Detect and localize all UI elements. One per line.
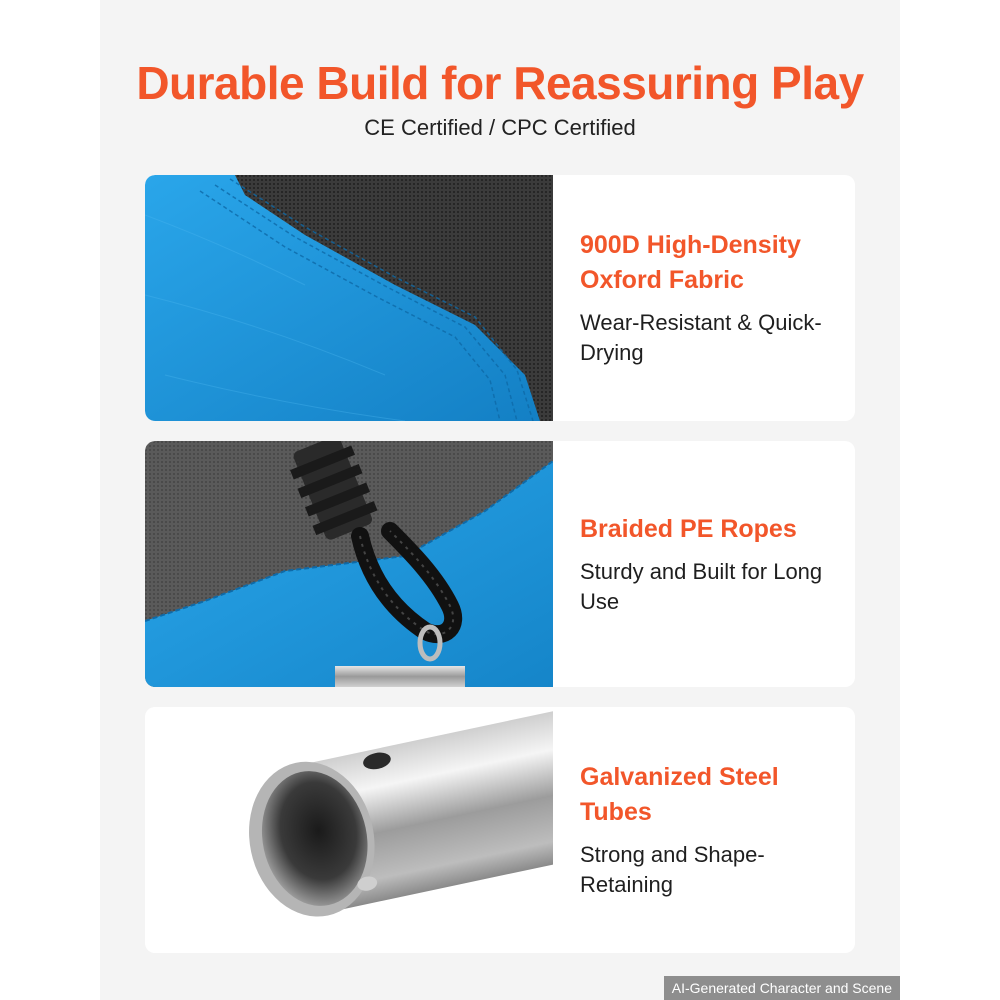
tube-image [145,707,553,953]
feature-description: Strong and Shape-Retaining [580,842,765,897]
rope-text [580,441,845,687]
feature-description: Sturdy and Built for Long Use [580,558,823,614]
feature-title: Braided PE Ropes [580,514,797,543]
ai-generated-watermark: AI-Generated Character and Scene [664,976,900,1000]
page-title: Durable Build for Reassuring Play [136,57,864,109]
certification-subtitle: CE Certified / CPC Certified [364,115,636,140]
feature-card-fabric [145,175,855,421]
fabric-image [145,175,553,421]
feature-card-tubes [145,707,855,953]
fabric-text [580,175,845,421]
feature-description: Wear-Resistant & Quick-Drying [580,310,822,365]
tube-text [580,707,845,953]
feature-title: 900D High-Density Oxford Fabric [580,231,801,294]
feature-card-ropes [145,441,855,687]
feature-title: Galvanized Steel Tubes [580,763,779,826]
rope-image [145,441,553,687]
